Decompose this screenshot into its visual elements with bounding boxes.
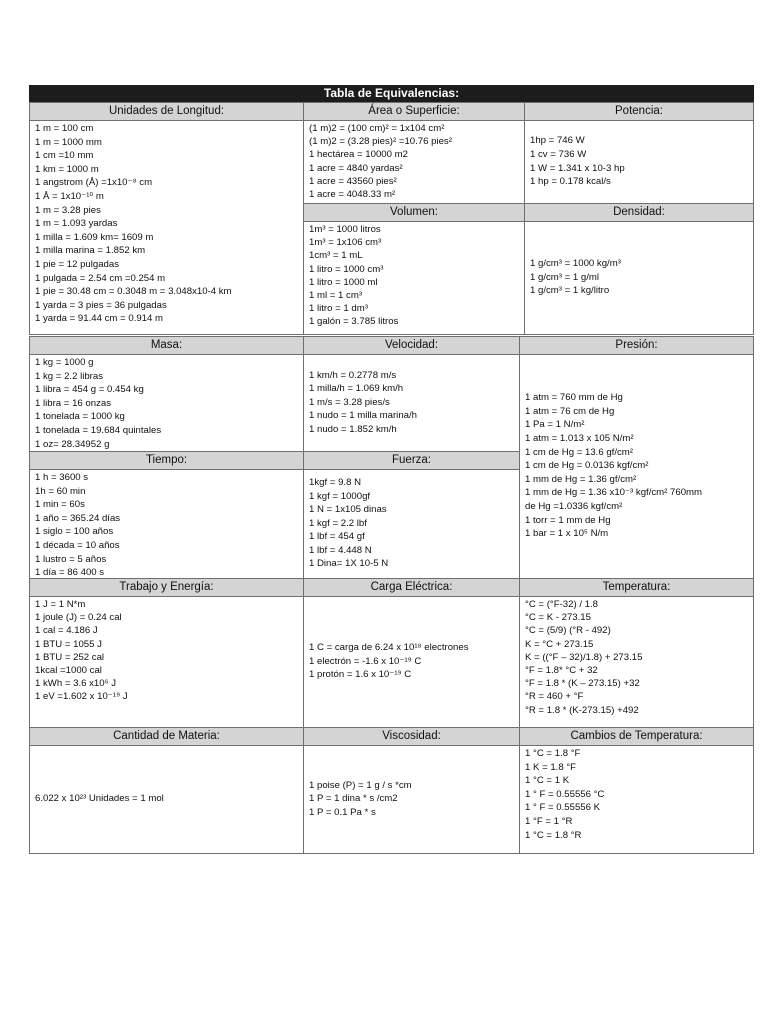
equivalence-line: °R = 460 + °F	[525, 691, 584, 703]
equivalence-line: 1 tonelada = 19.684 quintales	[35, 424, 162, 436]
equivalence-line: 1 atm = 76 cm de Hg	[525, 405, 615, 417]
section-title-presion: Presión:	[520, 337, 753, 355]
equivalence-line: 1 oz= 28.34952 g	[35, 438, 110, 450]
equivalence-line: 1m³ = 1000 litros	[309, 224, 381, 235]
equivalence-line: 1 milla = 1.609 km= 1609 m	[35, 231, 154, 243]
equivalence-line: 1 pie = 30.48 cm = 0.3048 m = 3.048x10-4 km	[35, 286, 232, 298]
section-title-temperatura: Temperatura:	[520, 579, 753, 597]
equivalence-line: °F = 1.8 * (K – 273.15) +32	[525, 678, 640, 690]
equivalence-line: 1 m = 1.093 yardas	[35, 218, 118, 230]
equivalence-line: 1 kg = 1000 g	[35, 357, 94, 368]
section-presion	[519, 336, 754, 579]
section-body-volumen	[304, 221, 524, 334]
equivalence-line: °F = 1.8* °C + 32	[525, 665, 598, 677]
section-title-masa: Masa:	[30, 337, 303, 355]
equivalence-line: 1kgf = 9.8 N	[309, 476, 361, 488]
equivalence-line: 1 día = 86 400 s	[35, 567, 105, 579]
section-body-presion	[520, 354, 753, 578]
equivalence-line: 1 P = 0.1 Pa * s	[309, 806, 376, 818]
equivalence-line: 1hp = 746 W	[530, 135, 585, 147]
section-body-carga	[304, 596, 519, 727]
section-title-tiempo: Tiempo:	[30, 452, 303, 470]
equivalence-line: 1 siglo = 100 años	[35, 526, 114, 538]
equivalence-line: 1 galón = 3.785 litros	[309, 316, 399, 328]
equivalence-line: 1 ° F = 0.55556 K	[525, 802, 601, 814]
section-title-longitud: Unidades de Longitud:	[30, 103, 303, 121]
section-body-viscosidad	[304, 745, 519, 853]
section-body-masa	[30, 354, 303, 451]
equivalence-line: 1 °C = 1 K	[525, 775, 570, 787]
section-potencia	[524, 102, 754, 204]
equivalence-line: 1 lustro = 5 años	[35, 553, 107, 565]
section-body-trabajo	[30, 596, 303, 727]
equivalence-line: 1 C = carga de 6.24 x 10¹⁸ electrones	[309, 642, 469, 654]
equivalence-line: 1 hectárea = 10000 m2	[309, 149, 408, 161]
equivalence-line: 1 °C = 1.8 °R	[525, 829, 582, 841]
equivalence-line: (1 m)2 = (3.28 pies)² =10.76 pies²	[309, 136, 452, 148]
section-velocidad	[303, 336, 520, 452]
equivalence-line: 1 yarda = 3 pies = 36 pulgadas	[35, 299, 167, 311]
equivalence-line: 1 Å = 1x10⁻¹⁰ m	[35, 190, 104, 202]
equivalence-line: 1 kWh = 3.6 x10⁶ J	[35, 678, 117, 690]
table-title: Tabla de Equivalencias:	[29, 85, 754, 102]
section-area	[303, 102, 525, 204]
equivalence-line: 1 Pa = 1 N/m²	[525, 419, 585, 431]
section-body-area	[304, 120, 524, 203]
equivalence-line: 1 g/cm³ = 1 kg/litro	[530, 285, 610, 297]
section-materia	[29, 727, 304, 854]
equivalence-line: 1 tonelada = 1000 kg	[35, 411, 125, 423]
section-carga	[303, 578, 520, 728]
equivalence-line: de Hg =1.0336 kgf/cm²	[525, 500, 623, 512]
equivalence-line: 1 °F = 1 °R	[525, 815, 573, 827]
equivalence-line: 1 litro = 1 dm³	[309, 303, 368, 315]
section-body-temperatura	[520, 596, 753, 727]
equivalence-line: 1 electrón = -1.6 x 10⁻¹⁹ C	[309, 655, 422, 667]
section-fuerza	[303, 451, 520, 579]
equivalence-line: 1 acre = 4840 yardas²	[309, 162, 403, 174]
section-body-tiempo	[30, 469, 303, 578]
equivalence-line: 1 m = 100 cm	[35, 123, 94, 134]
section-title-densidad: Densidad:	[525, 204, 753, 222]
equivalence-line: 1cm³ = 1 mL	[309, 250, 363, 262]
section-title-velocidad: Velocidad:	[304, 337, 519, 355]
equivalence-line: 1 cv = 736 W	[530, 148, 587, 160]
equivalence-line: 1 acre = 43560 pies²	[309, 175, 397, 187]
equivalence-line: 1 bar = 1 x 10⁵ N/m	[525, 528, 609, 540]
equivalence-table	[29, 85, 754, 854]
section-longitud	[29, 102, 304, 335]
equivalence-line: 1 J = 1 N*m	[35, 599, 86, 610]
equivalence-line: 1 m = 3.28 pies	[35, 204, 101, 216]
equivalence-line: 1 año = 365.24 días	[35, 512, 121, 524]
equivalence-line: 1 g/cm³ = 1 g/ml	[530, 271, 600, 283]
equivalence-line: 1 litro = 1000 cm³	[309, 263, 384, 275]
equivalence-line: 1 m/s = 3.28 pies/s	[309, 396, 390, 408]
equivalence-line: 1 W = 1.341 x 10-3 hp	[530, 162, 625, 174]
equivalence-line: 1 kgf = 1000gf	[309, 490, 371, 502]
equivalence-line: 1 protón = 1.6 x 10⁻¹⁹ C	[309, 669, 412, 681]
equivalence-line: 1 poise (P) = 1 g / s *cm	[309, 779, 412, 791]
section-title-carga: Carga Eléctrica:	[304, 579, 519, 597]
section-body-longitud	[30, 120, 303, 334]
equivalence-line: 1 milla marina = 1.852 km	[35, 245, 146, 257]
equivalence-line: 1 hp = 0.178 kcal/s	[530, 176, 611, 188]
equivalence-line: 1 N = 1x105 dinas	[309, 504, 387, 516]
section-title-volumen: Volumen:	[304, 204, 524, 222]
section-body-fuerza	[304, 469, 519, 578]
equivalence-line: 1 mm de Hg = 1.36 gf/cm²	[525, 473, 637, 485]
section-body-velocidad	[304, 354, 519, 451]
equivalence-line: 1 lbf = 454 gf	[309, 531, 365, 543]
equivalence-line: 1 BTU = 252 cal	[35, 651, 105, 663]
section-masa	[29, 336, 304, 452]
equivalence-line: 1 mm de Hg = 1.36 x10⁻³ kgf/cm² 760mm	[525, 487, 703, 499]
equivalence-line: 1 ml = 1 cm³	[309, 290, 363, 302]
equivalence-line: 6.022 x 10²³ Unidades = 1 mol	[35, 793, 164, 805]
section-body-potencia	[525, 120, 753, 203]
section-body-materia	[30, 745, 303, 853]
equivalence-line: K = ((°F – 32)/1.8) + 273.15	[525, 651, 643, 663]
equivalence-line: 1 m = 1000 mm	[35, 136, 102, 148]
equivalence-line: 1 pulgada = 2.54 cm =0.254 m	[35, 272, 166, 284]
equivalence-line: 1 libra = 16 onzas	[35, 397, 112, 409]
equivalence-line: °C = (°F-32) / 1.8	[525, 599, 598, 610]
section-tiempo	[29, 451, 304, 579]
equivalence-line: 1 km = 1000 m	[35, 163, 99, 175]
equivalence-line: 1 h = 3600 s	[35, 472, 89, 483]
section-body-densidad	[525, 221, 753, 334]
section-title-cambios: Cambios de Temperatura:	[520, 728, 753, 746]
equivalence-line: 1 cm de Hg = 0.0136 kgf/cm²	[525, 460, 649, 472]
equivalence-line: 1kcal =1000 cal	[35, 665, 102, 677]
equivalence-line: 1 nudo = 1 milla marina/h	[309, 410, 417, 422]
equivalence-line: 1 eV =1.602 x 10⁻¹⁹ J	[35, 691, 128, 703]
section-title-viscosidad: Viscosidad:	[304, 728, 519, 746]
section-trabajo	[29, 578, 304, 728]
equivalence-line: 1m³ = 1x106 cm³	[309, 237, 382, 249]
section-densidad	[524, 203, 754, 335]
equivalence-line: 1 °C = 1.8 °F	[525, 748, 581, 759]
equivalence-line: 1 km/h = 0.2778 m/s	[309, 369, 397, 381]
section-title-potencia: Potencia:	[525, 103, 753, 121]
equivalence-line: 1 angstrom (Å) =1x10⁻⁸ cm	[35, 177, 153, 189]
equivalence-line: 1 torr = 1 mm de Hg	[525, 514, 611, 526]
equivalence-line: °R = 1.8 * (K-273.15) +492	[525, 704, 639, 716]
section-title-trabajo: Trabajo y Energía:	[30, 579, 303, 597]
equivalence-line: 1 milla/h = 1.069 km/h	[309, 383, 404, 395]
section-title-area: Área o Superficie:	[304, 103, 524, 121]
equivalence-line: 1 libra = 454 g = 0.454 kg	[35, 384, 144, 396]
equivalence-line: 1 P = 1 dina * s /cm2	[309, 793, 398, 805]
equivalence-line: 1 pie = 12 pulgadas	[35, 258, 120, 270]
section-volumen	[303, 203, 525, 335]
equivalence-line: 1 atm = 760 mm de Hg	[525, 392, 623, 404]
equivalence-line: 1 ° F = 0.55556 °C	[525, 788, 605, 800]
equivalence-line: 1h = 60 min	[35, 485, 86, 497]
equivalence-line: K = °C + 273.15	[525, 638, 594, 650]
section-cambios	[519, 727, 754, 854]
section-temperatura	[519, 578, 754, 728]
equivalence-line: 1 nudo = 1.852 km/h	[309, 423, 397, 435]
section-title-fuerza: Fuerza:	[304, 452, 519, 470]
equivalence-line: 1 kg = 2.2 libras	[35, 370, 103, 382]
equivalence-line: 1 min = 60s	[35, 499, 85, 511]
equivalence-line: 1 joule (J) = 0.24 cal	[35, 612, 122, 624]
equivalence-line: 1 yarda = 91.44 cm = 0.914 m	[35, 313, 163, 325]
equivalence-line: 1 cal = 4.186 J	[35, 625, 98, 637]
equivalence-line: 1 litro = 1000 ml	[309, 276, 378, 288]
section-title-materia: Cantidad de Materia:	[30, 728, 303, 746]
equivalence-line: 1 acre = 4048.33 m²	[309, 189, 396, 201]
equivalence-line: 1 kgf = 2.2 lbf	[309, 517, 367, 529]
equivalence-line: 1 BTU = 1055 J	[35, 638, 102, 650]
equivalence-line: 1 cm =10 mm	[35, 150, 94, 162]
equivalence-line: 1 K = 1.8 °F	[525, 761, 577, 773]
section-viscosidad	[303, 727, 520, 854]
equivalence-line: °C = K - 273.15	[525, 612, 591, 624]
equivalence-line: 1 década = 10 años	[35, 539, 120, 551]
section-body-cambios	[520, 745, 753, 853]
equivalence-line: 1 atm = 1.013 x 105 N/m²	[525, 433, 634, 445]
equivalence-line: 1 Dina= 1X 10-5 N	[309, 558, 389, 570]
equivalence-line: 1 cm de Hg = 13.6 gf/cm²	[525, 446, 633, 458]
equivalence-line: 1 g/cm³ = 1000 kg/m³	[530, 258, 621, 270]
equivalence-line: °C = (5/9) (°R - 492)	[525, 625, 611, 637]
equivalence-line: 1 lbf = 4.448 N	[309, 544, 372, 556]
equivalence-line: (1 m)2 = (100 cm)² = 1x104 cm²	[309, 123, 445, 134]
